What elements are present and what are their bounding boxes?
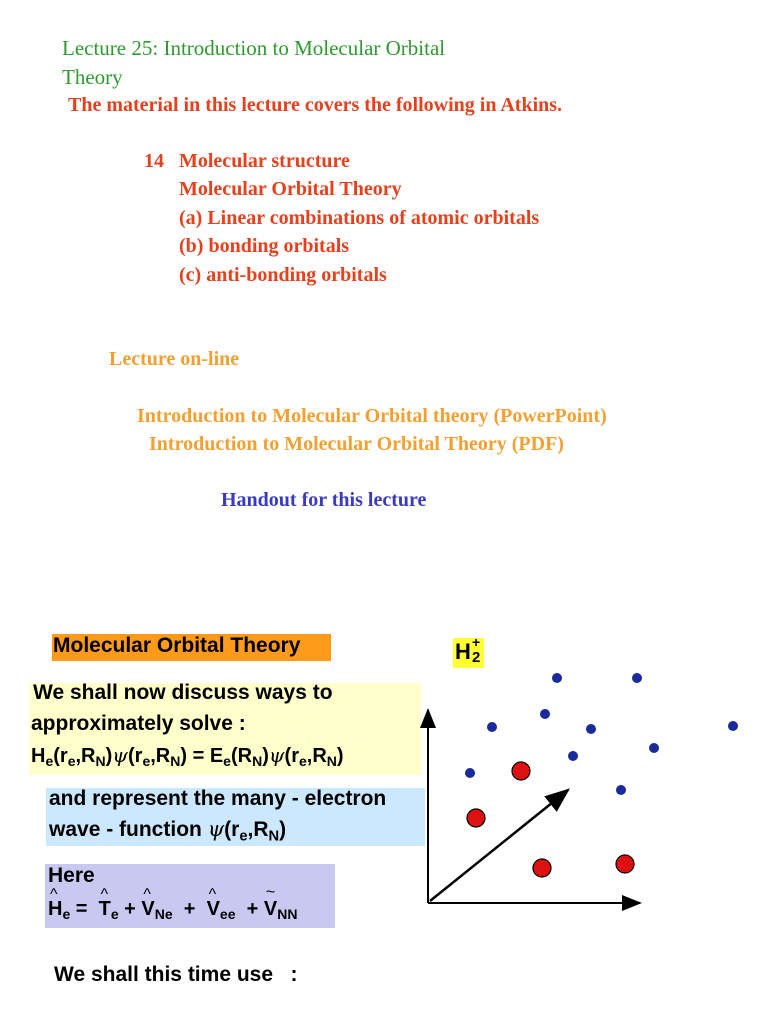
electron-dot [632, 673, 642, 683]
molecule-label [453, 634, 484, 668]
slide-title-text: Molecular Orbital Theory [53, 634, 301, 657]
nucleus-circle [616, 855, 634, 873]
represent-line2: wave - function [49, 818, 202, 841]
electrons [465, 673, 738, 795]
nucleus-circle [467, 809, 485, 827]
electron-dot [568, 751, 578, 761]
schrodinger-equation: $H_e(r_e,R_N)\psi(r_e,R_N) = E_e(R_N)\psi(r_e,R_N)$ [31, 743, 344, 770]
nucleus-circle [512, 762, 530, 780]
electron-dot [649, 743, 659, 753]
represent-line1: and represent the many - electron [49, 787, 387, 810]
pdf-link[interactable]: Introduction to Molecular Orbital Theory (PDF) [149, 433, 564, 455]
position-vector [430, 790, 568, 901]
topic-item-b: (b) bonding orbitals [179, 235, 350, 257]
here-label: Here [48, 864, 95, 887]
discuss-line2: approximately solve : [31, 712, 246, 735]
molecule-symbol: H [455, 639, 471, 664]
discuss-line1: We shall now discuss ways to [33, 681, 333, 704]
topic-item-a: (a) Linear combinations of atomic orbitals [179, 207, 540, 229]
electron-dot [616, 785, 626, 795]
electron-dot [728, 721, 738, 731]
nuclei [467, 762, 634, 877]
section-heading: Molecular Orbital Theory [179, 178, 402, 200]
topic-item-c: (c) anti-bonding orbitals [179, 264, 387, 286]
electron-dot [552, 673, 562, 683]
chapter-heading: 14 Molecular structure [144, 150, 350, 172]
powerpoint-link[interactable]: Introduction to Molecular Orbital theory (PowerPoint) [137, 405, 607, 427]
molecule-subscript: 2 [472, 649, 481, 666]
slide-title [52, 634, 331, 661]
hamiltonian-equation: ^ $H_e$ = ^ $T_e$ + ^ $V_{Ne}$ + ^ $V_{ee} + V$ ~ $_{NN}$ [48, 898, 297, 922]
molecule-charge: + [472, 634, 481, 650]
nucleus-circle [533, 859, 551, 877]
lecture-title-line2: Theory [62, 65, 123, 89]
final-line: We shall this time use : [54, 963, 298, 986]
electron-dot [487, 722, 497, 732]
electron-dot [586, 724, 596, 734]
represent-line2-wrap: wave - function $\psi(r_e,R_N)$ [49, 817, 287, 845]
handout-link[interactable]: Handout for this lecture [221, 489, 427, 511]
lecture-title-line1: Lecture 25: Introduction to Molecular Orbital [62, 36, 446, 60]
online-heading: Lecture on-line [109, 348, 240, 370]
electron-dot [465, 768, 475, 778]
electron-dot [540, 709, 550, 719]
psi-symbol: ψ [207, 817, 225, 841]
intro-text: The material in this lecture covers the following in Atkins. [68, 94, 563, 116]
